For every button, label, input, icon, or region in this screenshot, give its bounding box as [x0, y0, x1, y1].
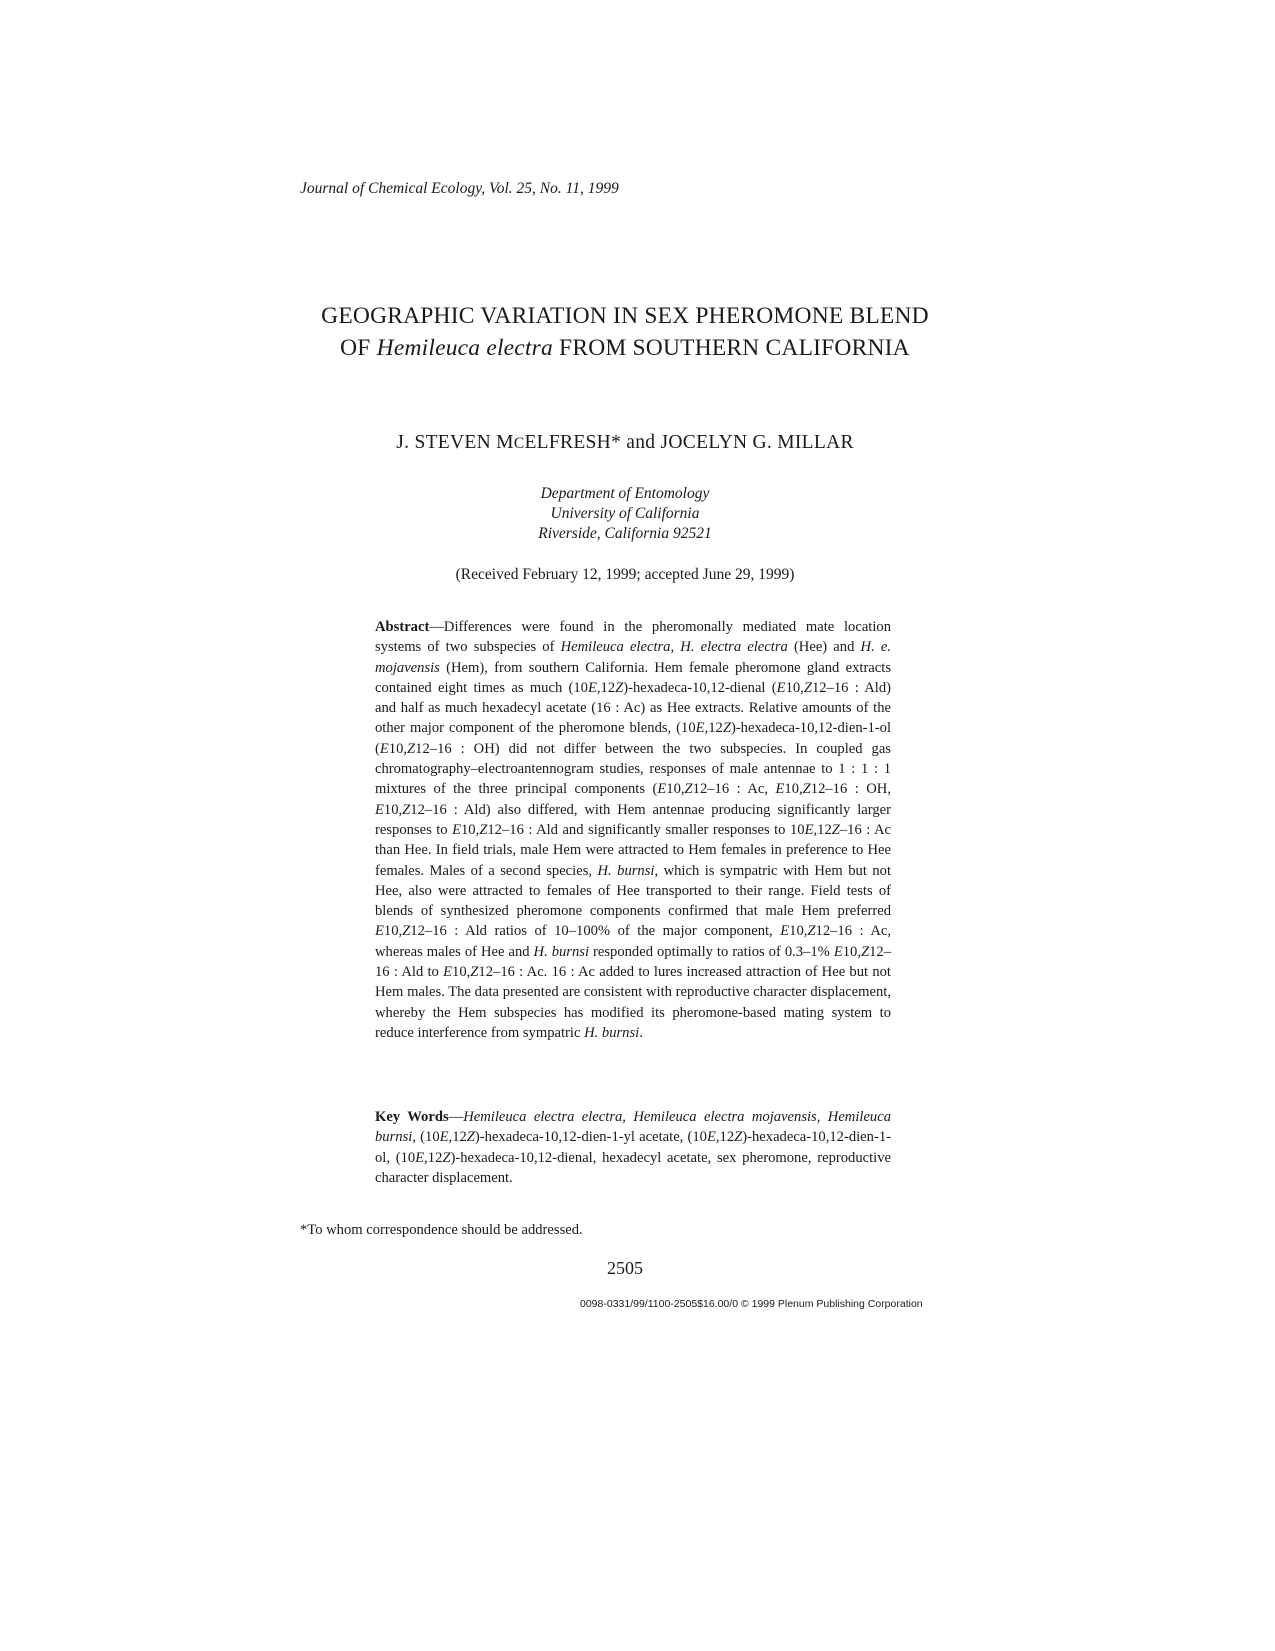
- abstract-italic: Hemileuca electra, H. electra electra: [560, 639, 788, 656]
- abstract-paragraph: [375, 617, 891, 1043]
- abstract: [375, 617, 891, 1043]
- abstract-text: 12–16 : Ald ratios of 10–100% of the major component,: [410, 923, 781, 940]
- copyright-line: 0098-0331/99/1100-2505$16.00/0 © 1999 Plenum Publishing Corporation: [580, 1298, 923, 1310]
- author-line: [200, 432, 1050, 454]
- abstract-italic: H. burnsi: [597, 862, 655, 879]
- abstract-italic: Z: [807, 923, 816, 940]
- title-line-2: [200, 332, 1050, 364]
- abstract-text: 10,: [784, 781, 803, 798]
- abstract-text: 12–16 : Ald) and half as much hexadecyl acetate (16 : Ac) as Hee extracts. Relative amounts of the other major component of the pheromone blends, (10: [375, 679, 891, 737]
- title-line-1: GEOGRAPHIC VARIATION IN SEX PHEROMONE BLEND: [321, 303, 929, 329]
- abstract-italic: Z: [402, 923, 411, 940]
- key-words-italic: Hemileuca electra electra, Hemileuca electra mojavensis, Hemileuca burnsi: [375, 1109, 892, 1146]
- abstract-text: 10,: [785, 679, 804, 696]
- author-first-prefix: J. STEVEN M: [396, 432, 514, 453]
- key-words-text: )-hexadeca-10,12-dienal, hexadecyl acetate, sex pheromone, reproductive character displacement.: [375, 1149, 891, 1186]
- abstract-italic: E: [587, 679, 597, 696]
- abstract-italic: Z: [860, 943, 870, 960]
- abstract-italic: E: [443, 964, 453, 981]
- abstract-text: 10,: [842, 943, 861, 960]
- abstract-italic: E: [833, 943, 843, 960]
- abstract-italic: Z: [615, 679, 624, 696]
- abstract-italic: E: [379, 740, 389, 757]
- author-conjunction: and: [621, 432, 661, 453]
- abstract-italic: Z: [402, 801, 411, 818]
- abstract-text: )-hexadeca-10,12-dien-1-ol (: [375, 720, 891, 757]
- abstract-italic: E: [804, 821, 814, 838]
- page-number: 2505: [607, 1258, 643, 1278]
- key-words-label: Key Words: [375, 1109, 449, 1125]
- abstract-text: 10,: [383, 923, 403, 940]
- author-first-suffix: ELFRESH*: [524, 432, 622, 453]
- affiliation-university: University of California: [550, 505, 700, 522]
- key-words-dash: —: [448, 1109, 464, 1125]
- affiliation: [200, 484, 1050, 544]
- abstract-text: 12–16 : Ald and significantly smaller responses to 10: [487, 821, 805, 838]
- abstract-text: ,12: [596, 679, 616, 696]
- abstract-italic: Z: [831, 821, 840, 838]
- abstract-italic: Z: [722, 720, 731, 737]
- title-suffix: FROM SOUTHERN CALIFORNIA: [552, 335, 910, 361]
- abstract-text: 12–16 : Ac, whereas males of Hee and: [375, 923, 891, 960]
- abstract-text: 12–16 : Ac. 16 : Ac added to lures increased attraction of Hee but not Hem males. The data presented are consistent with reproductive character displacement, whereby the Hem subspecies has modified its pheromone-based mating system to reduce interference from sympatric: [375, 964, 891, 1041]
- abstract-italic: E: [452, 821, 461, 838]
- key-words-text: ,12: [448, 1129, 467, 1146]
- article-title: [200, 300, 1050, 364]
- abstract-text: (Hee) and: [787, 639, 861, 656]
- abstract-text: )-hexadeca-10,12-dienal (: [623, 679, 777, 696]
- abstract-text: 12–16 : Ald to: [375, 943, 891, 981]
- abstract-text: responded optimally to ratios of 0.3–1%: [589, 943, 834, 960]
- abstract-italic: E: [657, 781, 667, 798]
- key-words-text: )-hexadeca-10,12-dien-1-yl acetate, (10: [474, 1129, 707, 1146]
- title-prefix: OF: [340, 335, 377, 361]
- abstract-text: –16 : Ac than Hee. In field trials, male Hem were attracted to Hem females in preference to Hee females. Males of a second species,: [375, 821, 892, 879]
- abstract-italic: E: [375, 801, 384, 818]
- key-words-paragraph: [375, 1107, 891, 1188]
- abstract-text: 12–16 : Ald) also differed, with Hem antennae producing significantly larger responses to: [375, 801, 891, 838]
- abstract-text: 10,: [383, 801, 403, 818]
- abstract-italic: E: [775, 781, 785, 798]
- correspondence-footnote: *To whom correspondence should be addressed.: [300, 1222, 583, 1238]
- abstract-text: , which is sympatric with Hem but not Hee, also were attracted to females of Hee transported to their range. Field tests of blends of synthesized pheromone components confirmed that male Hem preferred: [375, 862, 892, 920]
- key-words-italic: Z: [466, 1129, 475, 1146]
- key-words: [375, 1107, 891, 1188]
- author-second: JOCELYN G. MILLAR: [660, 432, 854, 453]
- abstract-text: (Hem), from southern California. Hem female pheromone gland extracts contained eight times as much (10: [375, 659, 891, 696]
- abstract-text: ,12: [813, 821, 832, 838]
- abstract-dash: —: [429, 619, 444, 635]
- abstract-italic: H. e. mojavensis: [375, 639, 891, 676]
- abstract-text: 10,: [666, 781, 685, 798]
- abstract-text: .: [639, 1024, 643, 1041]
- key-words-italic: E: [415, 1149, 425, 1166]
- abstract-text: 12–16 : Ac,: [692, 781, 776, 798]
- affiliation-location: Riverside, California 92521: [538, 525, 712, 542]
- abstract-text: ,12: [704, 720, 723, 737]
- abstract-text: 12–16 : OH) did not differ between the two subspecies. In coupled gas chromatography–electroantennogram studies, responses of male antennae to 1 : 1 : 1 mixtures of the three principal components (: [375, 740, 891, 798]
- abstract-text: 12–16 : OH,: [810, 781, 891, 798]
- abstract-italic: E: [375, 923, 384, 940]
- key-words-text: ,12: [424, 1149, 443, 1166]
- title-species: Hemileuca electra: [376, 335, 553, 361]
- abstract-italic: Z: [479, 821, 488, 838]
- author-first-smallcaps: C: [513, 435, 525, 452]
- abstract-text: 10,: [388, 740, 408, 757]
- abstract-italic: Z: [470, 964, 479, 981]
- affiliation-department: Department of Entomology: [540, 485, 710, 502]
- key-words-text: , (10: [412, 1129, 440, 1146]
- key-words-text: )-hexadeca-10,12-dien-1-ol, (10: [375, 1129, 891, 1166]
- key-words-italic: Z: [734, 1129, 743, 1146]
- abstract-italic: Z: [802, 781, 811, 798]
- key-words-italic: E: [439, 1129, 449, 1146]
- key-words-italic: Z: [442, 1149, 451, 1166]
- abstract-text: 10,: [789, 923, 808, 940]
- abstract-label: Abstract: [375, 619, 430, 635]
- abstract-text: Differences were found in the pheromonally mediated mate location systems of two subspecies of: [375, 619, 891, 656]
- abstract-italic: H. burnsi: [533, 943, 590, 960]
- key-words-italic: E: [706, 1129, 716, 1146]
- key-words-text: ,12: [715, 1129, 735, 1146]
- abstract-italic: H. burnsi: [584, 1024, 640, 1041]
- abstract-italic: Z: [803, 679, 812, 696]
- abstract-italic: E: [695, 720, 705, 737]
- received-dates: (Received February 12, 1999; accepted June 29, 1999): [455, 566, 795, 583]
- journal-citation: Journal of Chemical Ecology, Vol. 25, No. 11, 1999: [300, 180, 619, 197]
- abstract-italic: Z: [407, 740, 416, 757]
- abstract-text: 10,: [452, 964, 471, 981]
- abstract-italic: Z: [684, 781, 693, 798]
- abstract-italic: E: [780, 923, 790, 940]
- abstract-italic: E: [776, 679, 786, 696]
- abstract-text: 10,: [461, 821, 480, 838]
